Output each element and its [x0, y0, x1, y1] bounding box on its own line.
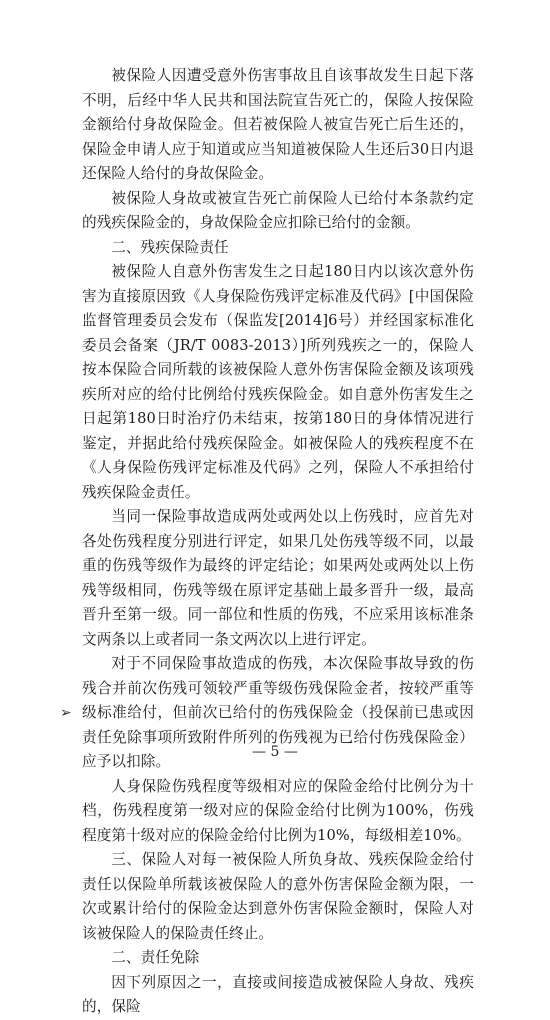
- heading-exclusions: 二、责任免除: [111, 949, 200, 966]
- paragraph-exclusions-intro: 因下列原因之一，直接或间接造成被保险人身故、残疾的，保险: [82, 973, 474, 1015]
- page-number: — 5 —: [252, 744, 298, 760]
- heading-disability-liability: 二、残疾保险责任: [111, 238, 229, 256]
- paragraph-death-declared: 被保险人因遭受意外伤害事故且自该事故发生日起下落不明，后经中华人民共和国法院宣告死亡的，保险人按保险金额给付身故保险金。但若被保险人被宣告死亡后生还的，保险金申请人应于知道或应当知道被保险人生还后30日内退还保险人给付的身故保险金。: [82, 67, 474, 182]
- paragraph-liability-limit: 三、保险人对每一被保险人所负身故、残疾保险金给付责任以保险单所载该被保险人的意外伤害保险金额为限，一次或累计给付的保险金达到意外伤害保险金额时，保险人对该被保险人的保险责任终止。: [82, 851, 474, 942]
- paragraph-death-deduction: 被保险人身故或被宣告死亡前保险人已给付本条款约定的残疾保险金的，身故保险金应扣除已给付的金额。: [82, 189, 474, 231]
- paragraph-disability-liability: 被保险人自意外伤害发生之日起180日内以该次意外伤害为直接原因致《人身保险伤残评定标准及代码》[中国保险监督管理委员会发布（保监发[2014]6号）并经国家标准化委员会备案（JR/T 0083-2013）]所列残疾之一的，保险人按本保险合同所载的该被保险人意外伤害保险金额及该项残疾所对应的给付比例给付残疾保险金。如自意外伤害发生之日起第180日时治疗仍未结束，按第180日的身体情况进行鉴定，并据此给付残疾保险金。如被保险人的残疾程度不在《人身保险伤残评定标准及代码》之列，保险人不承担给付残疾保险金责任。: [82, 263, 474, 501]
- arrow-marker-icon: ➢: [60, 705, 72, 721]
- body-text: [82, 64, 474, 1020]
- paragraph-multiple-disabilities: 当同一保险事故造成两处或两处以上伤残时，应首先对各处伤残程度分别进行评定，如果几处伤残等级不同，以最重的伤残等级作为最终的评定结论；如果两处或两处以上伤残等级相同，伤残等级在原评定基础上最多晋升一级，最高晋升至第一级。同一部位和性质的伤残，不应采用该标准条文两条以上或者同一条文两次以上进行评定。: [82, 508, 474, 648]
- paragraph-different-accidents: 对于不同保险事故造成的伤残，本次保险事故导致的伤残合并前次伤残可领较严重等级伤残保险金者，按较严重等级标准给付，但前次已给付的伤残保险金（投保前已患或因责任免除事项所致附件所列的伤残视为已给付伤残保险金）应予以扣除。: [82, 655, 474, 770]
- paragraph-payment-ratio: 人身保险伤残程度等级相对应的保险金给付比例分为十档，伤残程度第一级对应的保险金给付比例为100%，伤残程度第十级对应的保险金给付比例为10%，每级相差10%。: [82, 777, 474, 844]
